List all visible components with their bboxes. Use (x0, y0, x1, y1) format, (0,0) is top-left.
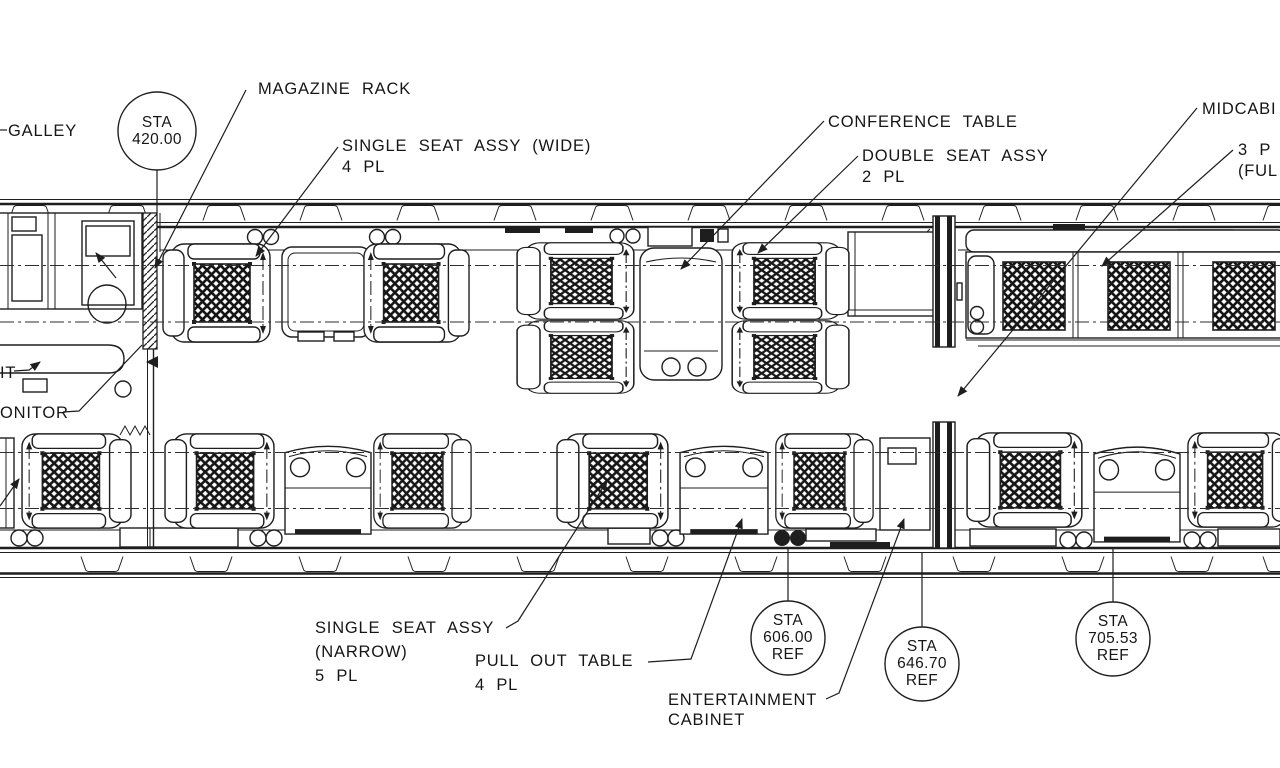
sta-value: 606.00 (763, 629, 813, 646)
fuselage-top-wall (0, 200, 1280, 228)
station-balloons (118, 92, 1150, 701)
single-seat-wide-qty: 4 PL (342, 158, 386, 176)
pull-out-table-label: PULL OUT TABLE (475, 652, 634, 670)
three-place-divan (957, 230, 1280, 346)
single-seat-narrow-label: SINGLE SEAT ASSY (315, 619, 495, 637)
sta-value: 646.70 (897, 655, 947, 672)
monitor-fragment-label: ONITOR (0, 404, 69, 422)
fuselage-bottom-wall (0, 548, 1280, 578)
sta-ref: REF (905, 672, 939, 689)
sta-prefix: STA (772, 612, 804, 629)
three-place-label-2: (FUL (1238, 162, 1278, 180)
entertainment-label-2: CABINET (668, 711, 746, 729)
single-seat-narrow-qty: 5 PL (315, 667, 359, 685)
conference-table (640, 248, 722, 380)
credenza-cabinet (848, 232, 936, 316)
pull-out-table-qty: 4 PL (475, 676, 519, 694)
sta-value: 705.53 (1088, 630, 1138, 647)
sta-prefix: STA (906, 638, 938, 655)
sta-ref: REF (771, 646, 805, 663)
single-seat-wide-label: SINGLE SEAT ASSY (WIDE) (342, 137, 592, 155)
midcabin-label: MIDCABI (1202, 100, 1277, 118)
unit-fragment-label: IT (0, 364, 17, 382)
sta-value: 420.00 (132, 131, 182, 148)
conference-table-label: CONFERENCE TABLE (828, 113, 1018, 131)
pull-out-table-3 (1094, 447, 1180, 542)
sta-prefix: STA (1097, 613, 1129, 630)
galley-label: GALLEY (8, 122, 78, 140)
double-seat-label: DOUBLE SEAT ASSY (862, 147, 1049, 165)
sta-ref: REF (1096, 647, 1130, 664)
sta-prefix: STA (141, 114, 173, 131)
double-seat-qty: 2 PL (862, 168, 906, 186)
entertainment-cabinet (880, 438, 930, 530)
sta-606-balloon-text (728, 612, 848, 663)
pull-out-table-2 (680, 446, 768, 534)
sta-420-balloon-text (97, 114, 217, 148)
single-seat-narrow-label-2: (NARROW) (315, 643, 408, 661)
leader-lines (0, 90, 1233, 699)
sta-646-balloon-text (862, 638, 982, 689)
sta-705-balloon-text (1053, 613, 1173, 664)
magazine-rack-label: MAGAZINE RACK (258, 80, 412, 98)
magazine-table (282, 247, 370, 341)
three-place-label: 3 P (1238, 141, 1272, 159)
entertainment-label: ENTERTAINMENT (668, 691, 818, 709)
pull-out-table-1 (285, 446, 371, 534)
